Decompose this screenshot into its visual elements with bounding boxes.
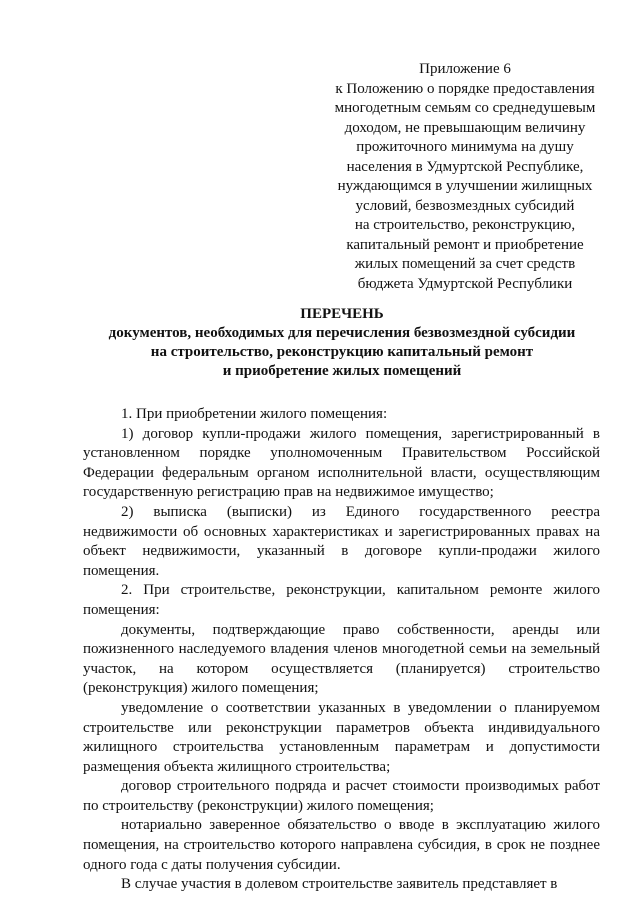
appendix-line: на строительство, реконструкцию, bbox=[354, 217, 576, 233]
section-2-item-notification: уведомление о соответствии указанных в уведомлении о планируемом строительстве или реконструкции параметров объекта индивидуального жилищного строительства установленным параметрам и допустимости размещения объекта жилищного строительства; bbox=[83, 699, 600, 775]
document-heading bbox=[80, 305, 604, 381]
section-2-heading: 2. При строительстве, реконструкции, капитальном ремонте жилого помещения: bbox=[83, 582, 600, 618]
document-subtitle-line: и приобретение жилых помещений bbox=[222, 363, 462, 379]
appendix-line: многодетным семьям со среднедушевым bbox=[334, 100, 596, 116]
section-1-item-2: 2) выписка (выписки) из Единого государственного реестра недвижимости об основных характеристиках и зарегистрированных правах на объект недвижимости, указанный в договоре купли-продажи жилого помещения. bbox=[83, 503, 600, 579]
section-2-item-obligation: нотариально заверенное обязательство о вводе в эксплуатацию жилого помещения, на строительство которого направлена субсидия, в срок не позднее одного года с даты получения субсидии. bbox=[83, 817, 600, 873]
document-body bbox=[83, 405, 600, 895]
document-title: ПЕРЕЧЕНЬ bbox=[300, 306, 384, 322]
appendix-line: прожиточного минимума на душу bbox=[356, 139, 574, 155]
appendix-line: капитальный ремонт и приобретение bbox=[346, 236, 584, 253]
appendix-line: доходом, не превышающим величину bbox=[344, 119, 586, 136]
appendix-line: условий, безвозмездных субсидий bbox=[355, 197, 575, 214]
appendix-line: нуждающимся в улучшении жилищных bbox=[337, 178, 593, 194]
section-2-item-ownership-docs: документы, подтверждающие право собственности, аренды или пожизненного наследуемого владения членов многодетной семьи на земельный участок, на котором осуществляется (планируется) строительство (реконструкция) жилого помещения; bbox=[83, 621, 600, 697]
appendix-line: бюджета Удмуртской Республики bbox=[357, 275, 573, 292]
appendix-line: жилых помещений за счет средств bbox=[354, 256, 576, 272]
shared-construction-paragraph: В случае участия в долевом строительстве заявитель представляет в bbox=[121, 876, 558, 893]
appendix-line: Приложение 6 bbox=[419, 61, 511, 77]
appendix-line: населения в Удмуртской Республике, bbox=[346, 158, 584, 175]
document-subtitle-line: на строительство, реконструкцию капитальный ремонт bbox=[150, 344, 534, 360]
section-1-item-1: 1) договор купли-продажи жилого помещения, зарегистрированный в установленном порядке уполномоченным Правительством Российской Федерации федеральным органом исполнительной власти, осуществляющим государственную регистрацию прав на недвижимое имущество; bbox=[83, 425, 600, 501]
appendix-header bbox=[330, 60, 600, 294]
section-2-item-contract: договор строительного подряда и расчет стоимости производимых работ по строительству (реконструкции) жилого помещения; bbox=[83, 778, 600, 814]
appendix-line: к Положению о порядке предоставления bbox=[335, 80, 595, 97]
section-1-heading: 1. При приобретении жилого помещения: bbox=[121, 406, 388, 422]
document-subtitle-line: документов, необходимых для перечисления безвозмездной субсидии bbox=[108, 325, 576, 341]
